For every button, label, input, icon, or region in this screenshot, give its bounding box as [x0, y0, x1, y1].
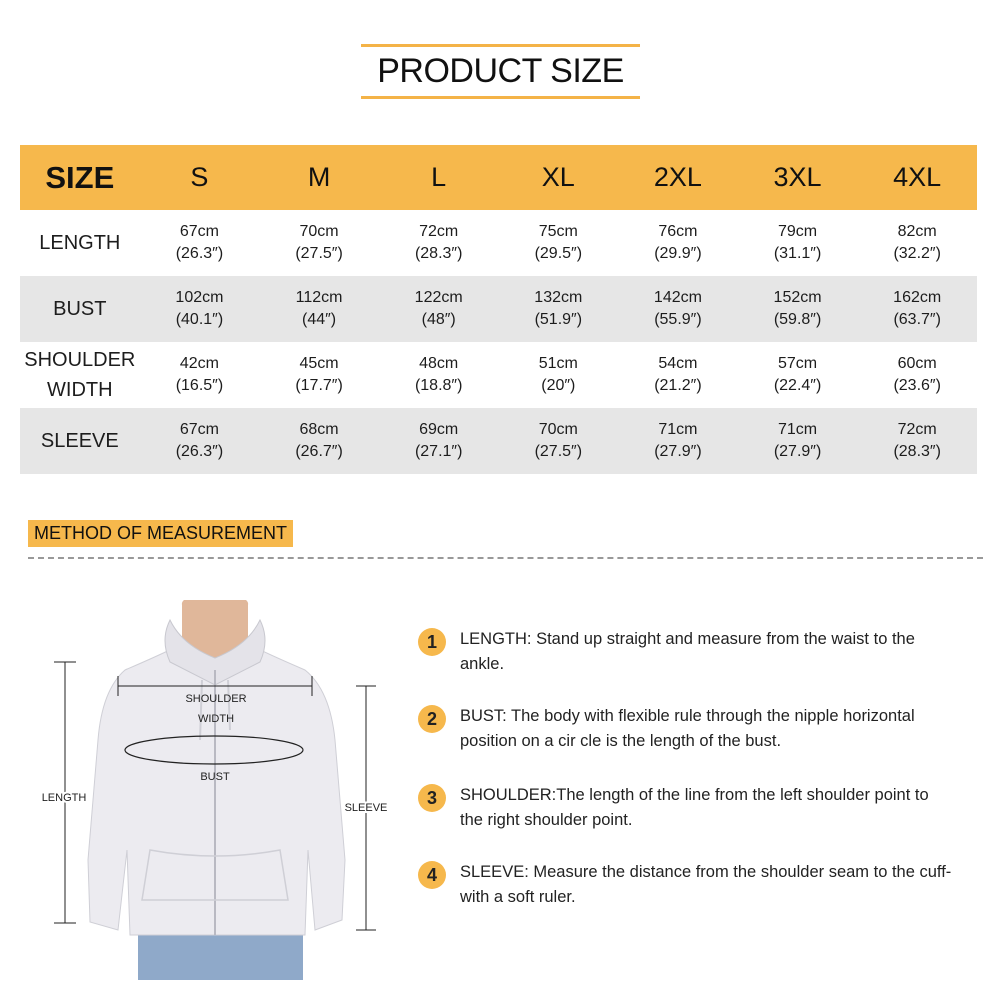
cell-cm-value: 54cm	[658, 355, 698, 372]
table-row	[20, 342, 977, 408]
cell-inch-value: (31.1″)	[773, 245, 822, 262]
cell-cm-value: 70cm	[538, 421, 578, 438]
cell-inch-value: (44″)	[302, 311, 337, 328]
cell-inch-value: (29.9″)	[654, 245, 702, 262]
table-cell	[140, 210, 260, 276]
size-header: SIZE	[20, 145, 140, 210]
cell-cm-value: 48cm	[419, 355, 459, 372]
row-label	[20, 408, 140, 474]
instruction-text	[460, 704, 915, 754]
cell-cm-value: 72cm	[897, 421, 937, 438]
row-label	[20, 210, 140, 276]
table-cell	[857, 276, 977, 342]
instruction-line: with a soft ruler.	[460, 888, 576, 906]
cell-inch-value: (27.5″)	[534, 443, 583, 460]
table-cell	[618, 276, 738, 342]
table-cell	[499, 276, 619, 342]
cell-inch-value: (32.2″)	[893, 245, 941, 262]
instruction-text	[460, 783, 929, 833]
row-label-line: SLEEVE	[40, 430, 119, 452]
cell-cm-value: 152cm	[773, 289, 822, 306]
table-cell	[379, 342, 499, 408]
table-cell	[499, 408, 619, 474]
bust-label: BUST	[200, 771, 230, 783]
cell-cm-value: 82cm	[897, 223, 937, 240]
row-label	[20, 276, 140, 342]
title-banner	[361, 44, 640, 99]
cell-inch-value: (17.7″)	[295, 377, 343, 394]
cell-inch-value: (27.9″)	[654, 443, 702, 460]
cell-inch-value: (21.2″)	[654, 377, 702, 394]
table-header-row	[20, 145, 977, 210]
table-cell	[140, 276, 260, 342]
cell-inch-value: (26.3″)	[175, 245, 224, 262]
cell-inch-value: (18.8″)	[414, 377, 463, 394]
instruction-line: SLEEVE: Measure the distance from the shoulder seam to the cuff-	[460, 863, 952, 881]
table-cell	[618, 210, 738, 276]
table-cell	[140, 342, 260, 408]
table-row	[20, 408, 977, 474]
cell-cm-value: 162cm	[893, 289, 942, 306]
instruction-2	[418, 704, 983, 754]
instruction-line: the right shoulder point.	[460, 811, 633, 829]
cell-inch-value: (27.1″)	[414, 443, 463, 460]
instruction-number-badge: 2	[418, 705, 446, 733]
cell-cm-value: 70cm	[299, 223, 339, 240]
cell-inch-value: (28.3″)	[414, 245, 463, 262]
table-cell	[499, 342, 619, 408]
cell-cm-value: 60cm	[897, 355, 937, 372]
table-body	[20, 210, 977, 474]
instruction-line: ankle.	[460, 655, 505, 673]
cell-cm-value: 71cm	[658, 421, 698, 438]
cell-inch-value: (48″)	[421, 311, 456, 328]
cell-cm-value: 57cm	[778, 355, 818, 372]
instruction-line: SHOULDER:The length of the line from the left shoulder point to	[460, 786, 929, 804]
cell-inch-value: (27.9″)	[773, 443, 822, 460]
table-cell	[738, 342, 858, 408]
cell-cm-value: 122cm	[414, 289, 463, 306]
instruction-line: position on a cir cle is the length of the bust.	[460, 732, 782, 750]
table-cell	[259, 276, 379, 342]
cell-inch-value: (27.5″)	[295, 245, 343, 262]
size-header-cell: S	[140, 145, 260, 210]
table-cell	[618, 342, 738, 408]
size-header-cell: M	[259, 145, 379, 210]
cell-cm-value: 69cm	[419, 421, 459, 438]
table-cell	[738, 408, 858, 474]
instruction-line: LENGTH: Stand up straight and measure from the waist to the	[460, 630, 915, 648]
table-cell	[857, 408, 977, 474]
cell-inch-value: (40.1″)	[175, 311, 224, 328]
cell-inch-value: (28.3″)	[893, 443, 941, 460]
cell-cm-value: 75cm	[538, 223, 578, 240]
table-cell	[140, 408, 260, 474]
size-header-cell: XL	[499, 145, 619, 210]
instruction-number-badge: 3	[418, 784, 446, 812]
instruction-3	[418, 783, 983, 833]
row-label-line: SHOULDER	[24, 349, 136, 371]
cell-cm-value: 45cm	[299, 355, 339, 372]
cell-cm-value: 132cm	[534, 289, 583, 306]
instruction-number-badge: 1	[418, 628, 446, 656]
cell-cm-value: 79cm	[778, 223, 818, 240]
cell-cm-value: 142cm	[653, 289, 702, 306]
cell-inch-value: (26.7″)	[295, 443, 343, 460]
table-cell	[379, 276, 499, 342]
section-divider	[28, 557, 983, 559]
row-label-line: LENGTH	[39, 232, 121, 254]
table-cell	[738, 276, 858, 342]
cell-inch-value: (22.4″)	[773, 377, 822, 394]
cell-inch-value: (29.5″)	[534, 245, 583, 262]
cell-cm-value: 112cm	[295, 289, 343, 306]
table-cell	[857, 342, 977, 408]
instruction-text	[460, 627, 915, 677]
table-cell	[379, 210, 499, 276]
table-row	[20, 210, 977, 276]
sleeve-label: SLEEVE	[344, 802, 388, 814]
instruction-4	[418, 860, 983, 910]
table-row	[20, 276, 977, 342]
size-header-cell: 4XL	[857, 145, 977, 210]
table-cell	[379, 408, 499, 474]
instruction-line: BUST: The body with flexible rule through the nipple horizontal	[460, 707, 915, 725]
row-label	[20, 342, 140, 408]
table-cell	[259, 408, 379, 474]
row-label-line: BUST	[53, 298, 107, 320]
size-header-cell: 3XL	[738, 145, 858, 210]
size-header-cell: L	[379, 145, 499, 210]
table-cell	[857, 210, 977, 276]
size-table	[20, 145, 977, 474]
instruction-1	[418, 627, 983, 677]
cell-cm-value: 71cm	[778, 421, 818, 438]
cell-cm-value: 68cm	[299, 421, 339, 438]
cell-inch-value: (26.3″)	[175, 443, 224, 460]
instruction-number-badge: 4	[418, 861, 446, 889]
cell-inch-value: (59.8″)	[773, 311, 822, 328]
cell-inch-value: (23.6″)	[893, 377, 941, 394]
cell-inch-value: (51.9″)	[534, 311, 583, 328]
shoulder-label-2: WIDTH	[197, 713, 235, 725]
cell-cm-value: 102cm	[175, 289, 224, 306]
cell-cm-value: 72cm	[419, 223, 459, 240]
cell-cm-value: 67cm	[179, 223, 219, 240]
shoulder-label-1: SHOULDER	[185, 693, 247, 705]
cell-cm-value: 42cm	[179, 355, 219, 372]
table-cell	[738, 210, 858, 276]
cell-inch-value: (63.7″)	[893, 311, 941, 328]
table-cell	[259, 342, 379, 408]
cell-cm-value: 51cm	[538, 355, 578, 372]
cell-cm-value: 67cm	[179, 421, 219, 438]
row-label-line: WIDTH	[47, 379, 113, 401]
cell-inch-value: (20″)	[541, 377, 576, 394]
cell-cm-value: 76cm	[658, 223, 698, 240]
table-cell	[259, 210, 379, 276]
hoodie-figure	[30, 600, 400, 980]
page-title: PRODUCT SIZE	[377, 52, 624, 90]
instruction-text	[460, 860, 951, 910]
length-label: LENGTH	[41, 792, 87, 804]
table-cell	[618, 408, 738, 474]
hoodie-body	[88, 645, 345, 935]
cell-inch-value: (16.5″)	[175, 377, 224, 394]
table-cell	[499, 210, 619, 276]
size-header-cell: 2XL	[618, 145, 738, 210]
cell-inch-value: (55.9″)	[654, 311, 702, 328]
method-label: METHOD OF MEASUREMENT	[28, 520, 293, 547]
